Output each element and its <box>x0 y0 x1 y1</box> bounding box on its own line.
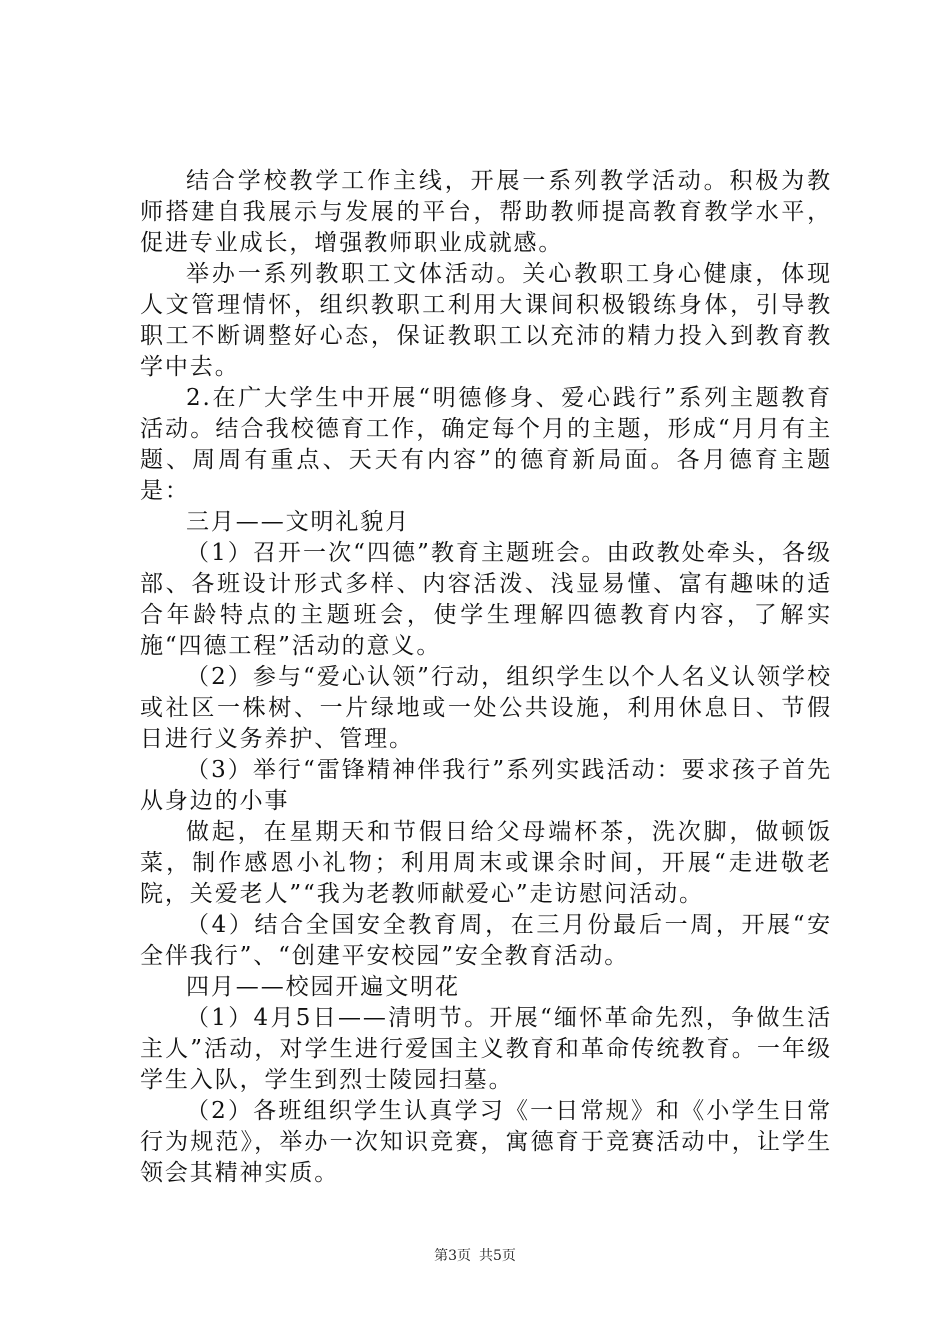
paragraph-march-item-1: （1）召开一次“四德”教育主题班会。由政教处牵头，各级部、各班设计形式多样、内容活泼、浅显易懂、富有趣味的适合年龄特点的主题班会，使学生理解四德教育内容，了解实施“四德工程”活动的意义。 <box>140 540 832 659</box>
paragraph-teaching-activities: 结合学校教学工作主线，开展一系列教学活动。积极为教师搭建自我展示与发展的平台，帮助教师提高教育教学水平，促进专业成长，增强教师职业成就感。 <box>140 168 832 256</box>
paragraph-march-item-4: （4）结合全国安全教育周，在三月份最后一周，开展“安全伴我行”、“创建平安校园”安全教育活动。 <box>140 912 832 969</box>
paragraph-april-item-1: （1）4月5日——清明节。开展“缅怀革命先烈，争做生活主人”活动，对学生进行爱国主义教育和革命传统教育。一年级学生入队，学生到烈士陵园扫墓。 <box>140 1005 832 1093</box>
heading-march: 三月——文明礼貌月 <box>186 509 411 535</box>
paragraph-march-item-2: （2）参与“爱心认领”行动，组织学生以个人名义认领学校或社区一株树、一片绿地或一处公共设施，利用休息日、节假日进行义务养护、管理。 <box>140 664 832 752</box>
paragraph-theme-education: 2.在广大学生中开展“明德修身、爱心践行”系列主题教育活动。结合我校德育工作，确定每个月的主题，形成“月月有主题、周周有重点、天天有内容”的德育新局面。各月德育主题是： <box>140 385 832 504</box>
paragraph-april-item-2: （2）各班组织学生认真学习《一日常规》和《小学生日常行为规范》，举办一次知识竞赛，寓德育于竞赛活动中，让学生领会其精神实质。 <box>140 1098 832 1186</box>
paragraph-march-item-3: （3）举行“雷锋精神伴我行”系列实践活动：要求孩子首先从身边的小事 <box>140 757 832 814</box>
heading-april: 四月——校园开遍文明花 <box>186 974 460 1000</box>
page-footer <box>0 1247 950 1265</box>
page-number: 第3页 <box>434 1248 471 1264</box>
paragraph-march-item-3-continued: 做起，在星期天和节假日给父母端杯茶，洗次脚，做顿饭菜，制作感恩小礼物；利用周末或课余时间，开展“走进敬老院，关爱老人”“我为老教师献爱心”走访慰问活动。 <box>140 819 832 907</box>
document-body <box>140 166 832 1189</box>
page-total: 共5页 <box>479 1248 516 1264</box>
paragraph-staff-sports: 举办一系列教职工文体活动。关心教职工身心健康，体现人文管理情怀，组织教职工利用大课间积极锻练身体，引导教职工不断调整好心态，保证教职工以充沛的精力投入到教育教学中去。 <box>140 261 832 380</box>
